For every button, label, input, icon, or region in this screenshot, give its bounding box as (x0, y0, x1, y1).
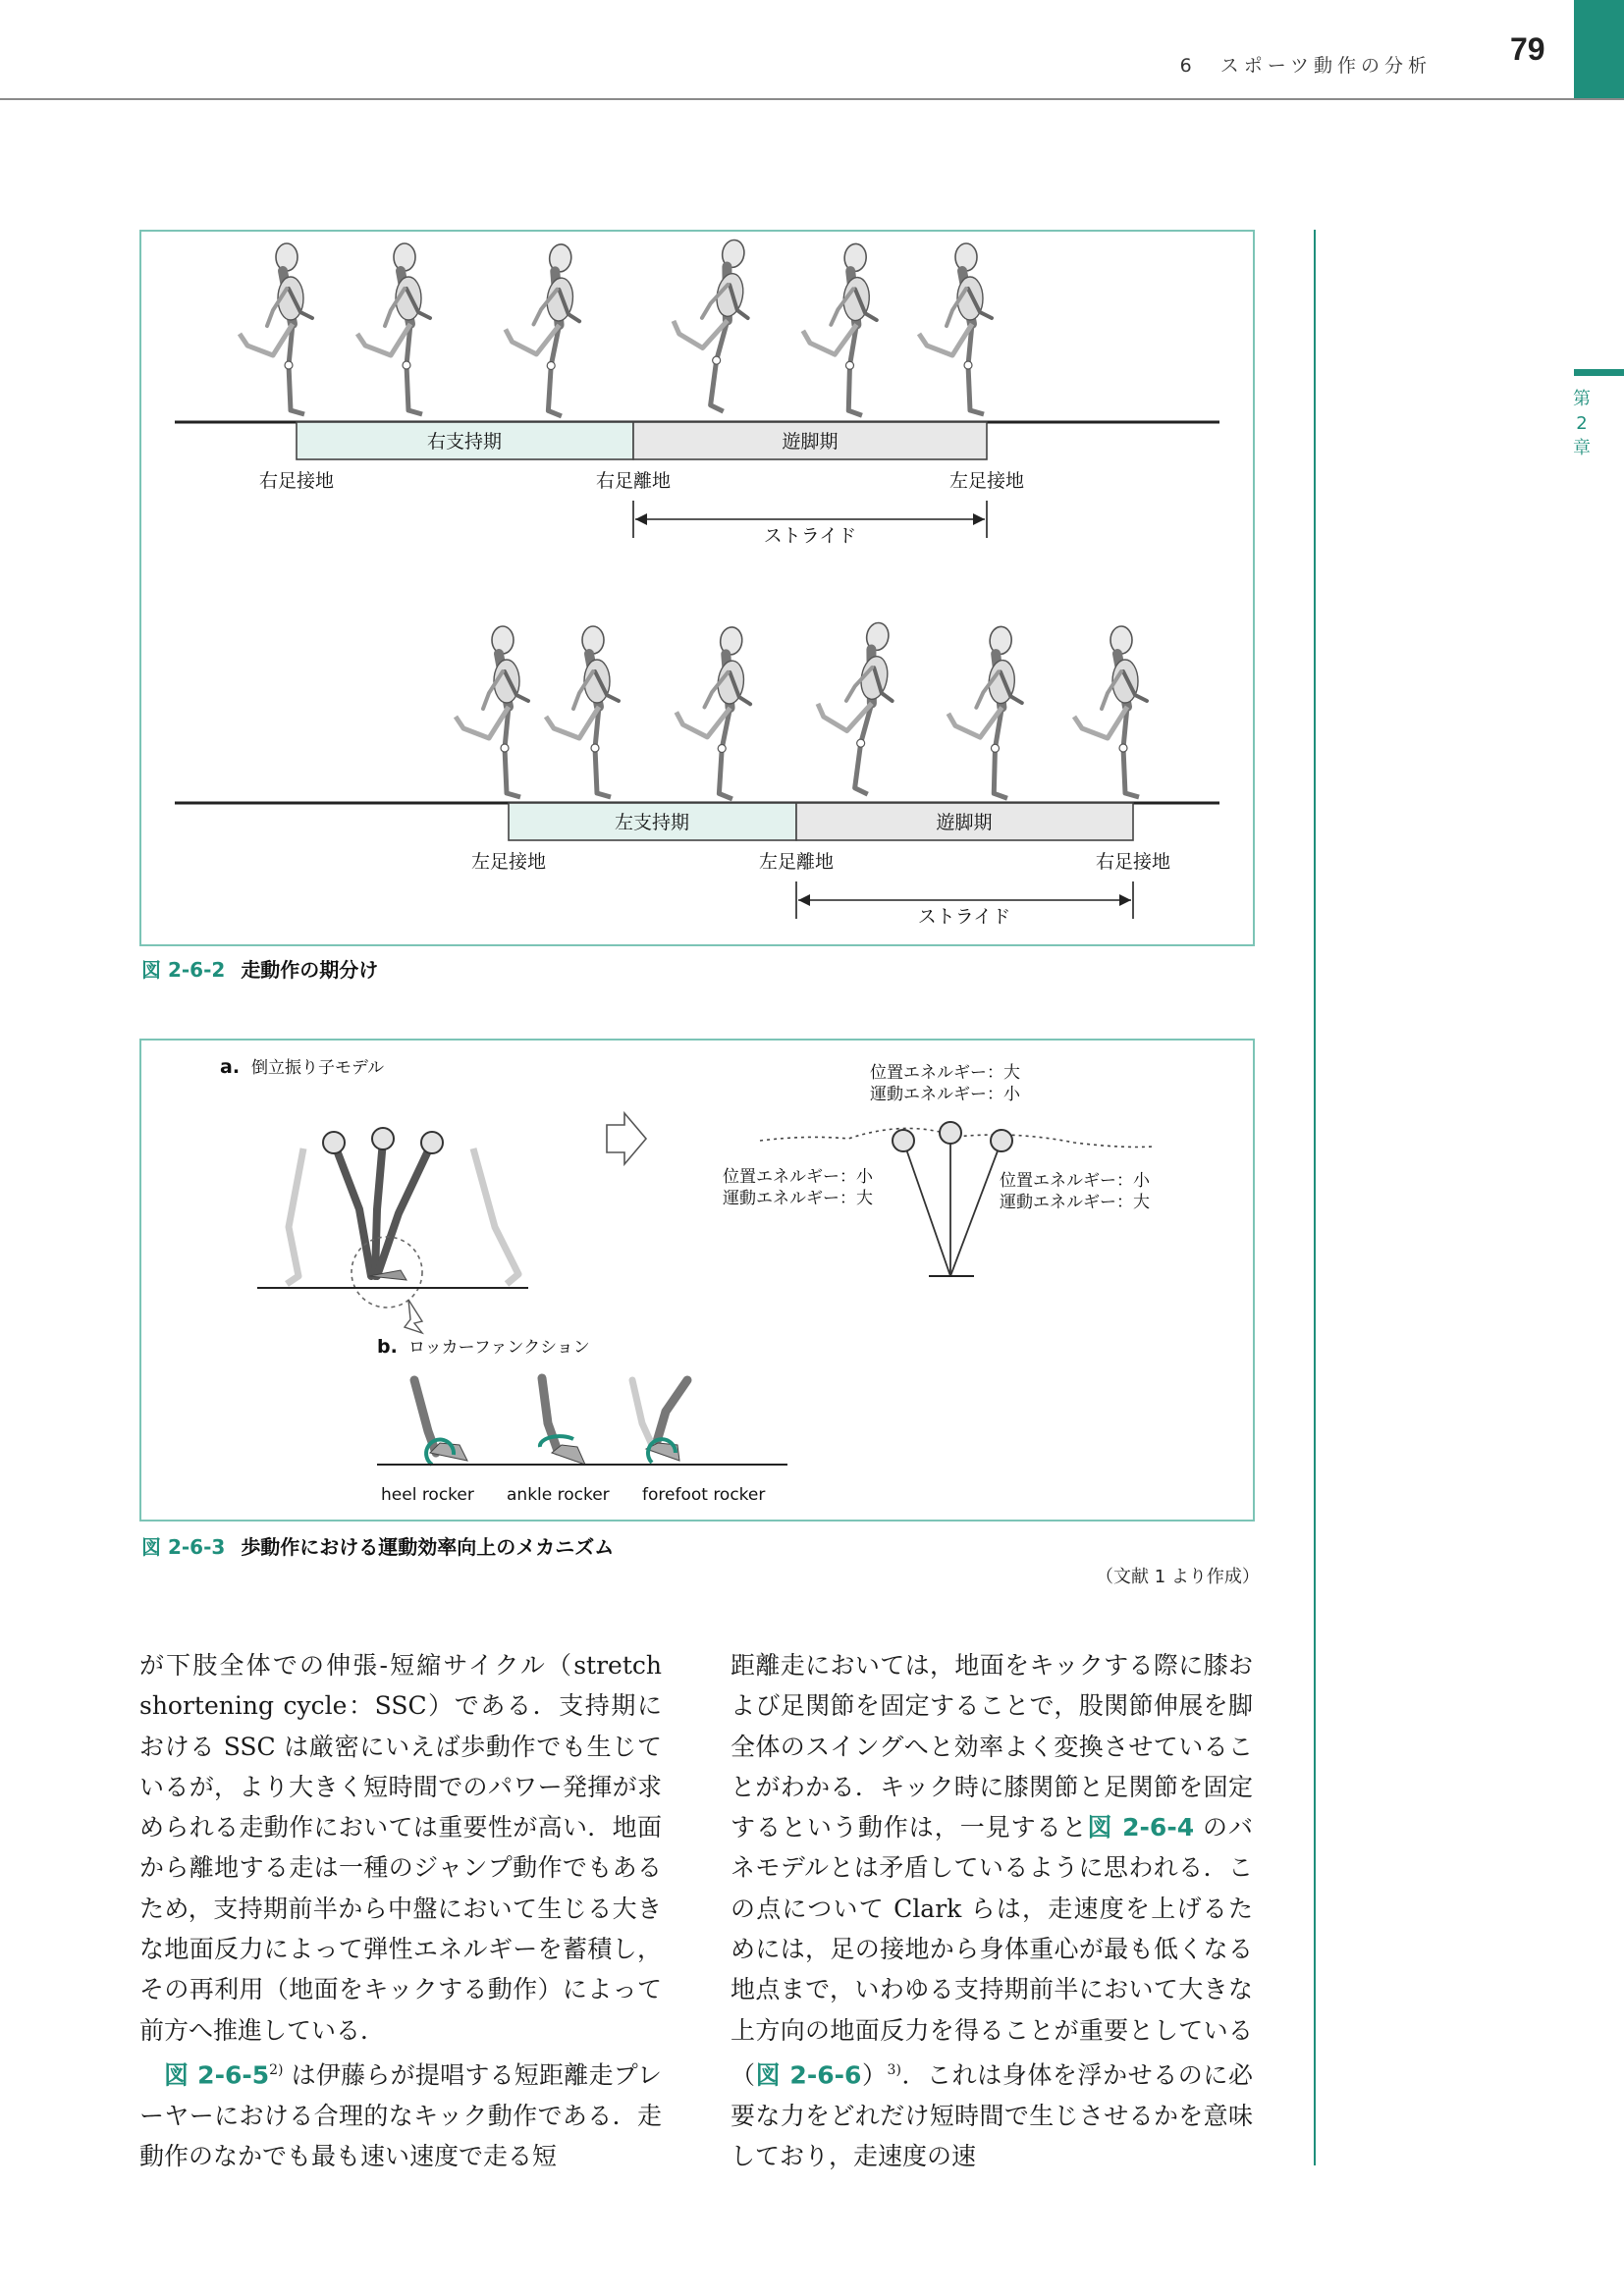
rocker-label-2: ankle rocker (507, 1485, 610, 1505)
rocker-label-1: heel rocker (381, 1485, 474, 1505)
rocker-label-3: forefoot rocker (642, 1485, 766, 1505)
figure-walking-mechanism (139, 1039, 1255, 1522)
chapter-side-char-3: 章 (1573, 438, 1591, 458)
body-column-right (731, 1645, 1253, 2176)
paragraph-text: は伊藤らが提唱する短距離走プレーヤーにおける合理的なキック動作である．走動作のなかでも最も速い速度で走る短 (139, 2060, 662, 2170)
energy-top-potential: 位置エネルギー：大 (870, 1063, 1020, 1083)
paragraph (139, 2051, 662, 2176)
paragraph-text: 距離走においては，地面をキックする際に膝および足関節を固定することで，股関節伸展を脚全体のスイングへと効率よく変換させていることがわかる．キック時に膝関節と足関節を固定するという動作は，一見すると (731, 1651, 1253, 1842)
chapter-side-bar (1574, 369, 1624, 376)
figure-link[interactable]: 図 2-6-5 (164, 2060, 270, 2090)
energy-right-kinetic: 運動エネルギー：大 (1000, 1193, 1150, 1212)
figure-link[interactable]: 図 2-6-6 (755, 2060, 862, 2090)
paragraph (731, 1645, 1253, 2176)
citation: 3) (887, 2061, 901, 2078)
figure-link[interactable]: 図 2-6-4 (1087, 1813, 1195, 1842)
phase-support-label-top: 右支持期 (426, 431, 503, 453)
arrow-right-icon (607, 1113, 646, 1164)
figure-number: 図 2-6-3 (141, 1535, 226, 1559)
event-label-bottom-1: 左足接地 (470, 851, 547, 873)
energy-right-potential: 位置エネルギー：小 (1000, 1171, 1150, 1191)
runner-figures-bottom (456, 614, 1147, 799)
energy-left-potential: 位置エネルギー：小 (723, 1167, 873, 1187)
walking-mechanism-diagram (141, 1041, 1253, 1520)
runner-figures-top (240, 232, 992, 416)
phase-swing-label-top: 遊脚期 (782, 431, 839, 453)
chapter-side-label (1569, 387, 1595, 460)
panel-a-label: a. (220, 1056, 241, 1078)
figure-title: 歩動作における運動効率向上のメカニズム (241, 1535, 615, 1559)
energy-left-kinetic: 運動エネルギー：大 (723, 1189, 873, 1208)
chapter-side-char-1: 第 (1573, 389, 1591, 409)
citation: 2) (269, 2061, 284, 2078)
paragraph-text: ．これは身体を浮かせるのに必要な力をどれだけ短時間で生じさせるかを意味しており，走速度の速 (731, 2060, 1253, 2170)
rocker-feet (414, 1378, 687, 1465)
energy-top-kinetic: 運動エネルギー：小 (870, 1085, 1020, 1104)
running-phase-diagram (141, 232, 1253, 944)
header-rule (0, 98, 1624, 100)
paragraph-text: ） (861, 2060, 888, 2090)
event-label-top-1: 右足接地 (258, 470, 335, 492)
panel-b-title: ロッカーファンクション (408, 1338, 590, 1358)
source-note: （文献 1 より作成） (1096, 1567, 1260, 1587)
paragraph: が下肢全体での伸張-短縮サイクル（stretch shortening cycle：SSC）である．支持期における SSC は厳密にいえば歩動作でも生じているが，より大きく短時間でのパワー発揮が求められる走動作においては重要性が高い．地面から離地する走は一種のジャンプ動作でもあるため，支持期前半から中盤において生じる大きな地面反力によって弾性エネルギーを蓄積し，その再利用（地面をキックする動作）によって前方へ推進している． (139, 1651, 662, 2045)
figure-caption-2-6-2 (141, 954, 378, 983)
body-column-left (139, 1645, 662, 2176)
panel-a-title: 倒立振り子モデル (251, 1058, 385, 1078)
side-rule (1314, 230, 1316, 2165)
panel-b-label: b. (377, 1336, 398, 1358)
chapter-title: 6 スポーツ動作の分析 (1179, 55, 1432, 77)
stride-label-top: ストライド (763, 525, 857, 547)
figure-title: 走動作の期分け (241, 958, 379, 982)
figure-number: 図 2-6-2 (141, 958, 226, 982)
event-label-bottom-2: 左足離地 (758, 851, 835, 873)
phase-swing-label-bottom: 遊脚期 (936, 812, 993, 833)
phase-support-label-bottom: 左支持期 (614, 812, 690, 833)
event-label-bottom-3: 右足接地 (1095, 851, 1171, 873)
chapter-side-char-2: 2 (1576, 413, 1588, 434)
event-label-top-3: 左足接地 (948, 470, 1025, 492)
event-label-top-2: 右足離地 (595, 470, 672, 492)
chapter-corner-tab (1574, 0, 1624, 100)
pendulum-legs (287, 1128, 518, 1333)
stride-label-bottom: ストライド (917, 906, 1011, 928)
figure-caption-2-6-3 (141, 1531, 614, 1560)
figure-running-phases (139, 230, 1255, 946)
paragraph-text: のバネモデルとは矛盾しているように思われる．この点について Clark らは，走速度を上げるためには，足の接地から身体重心が最も低くなる地点まで，いわゆる支持期前半において大きな上方向の地面反力を得ることが重要としている（ (731, 1813, 1253, 2090)
page-number: 79 (1510, 31, 1545, 67)
